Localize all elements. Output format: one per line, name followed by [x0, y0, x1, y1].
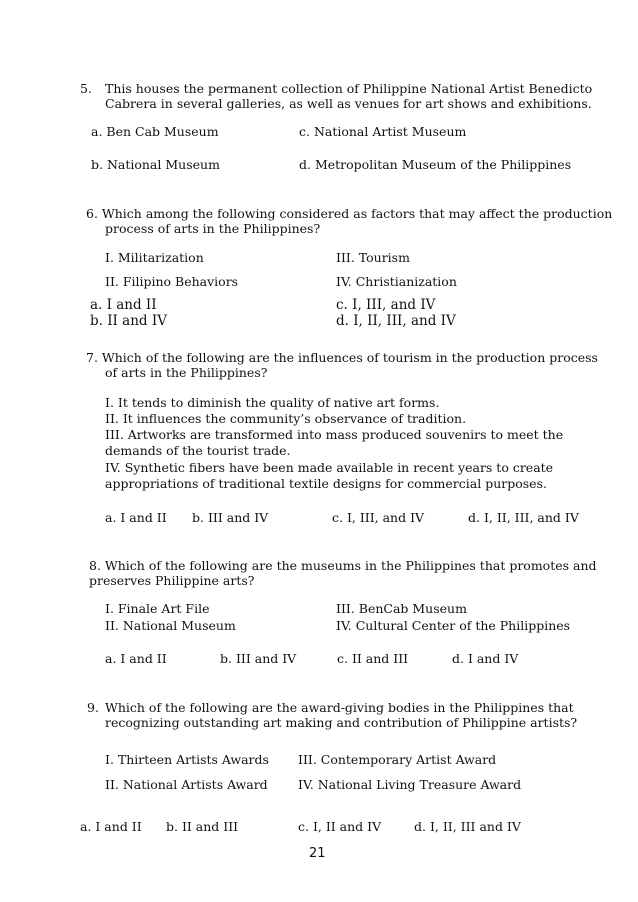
q5-option-d: d. Metropolitan Museum of the Philippines	[299, 157, 572, 172]
q8-item-1: I. Finale Art File	[105, 601, 210, 616]
q7-option-a: a. I and II	[105, 510, 167, 525]
q5-number: 5.	[80, 81, 92, 96]
q7-statement-3b: demands of the tourist trade.	[105, 443, 291, 458]
q6-option-b: b. II and IV	[90, 313, 167, 329]
q6-stem-line2: process of arts in the Philippines?	[105, 221, 321, 236]
q9-number: 9.	[87, 700, 99, 715]
q7-option-c: c. I, III, and IV	[332, 510, 425, 525]
q5-option-c: c. National Artist Museum	[299, 124, 467, 139]
q7-option-b: b. III and IV	[192, 510, 269, 525]
q8-item-3: III. BenCab Museum	[336, 601, 467, 616]
page-number: 21	[309, 846, 326, 861]
q5-option-b: b. National Museum	[91, 157, 220, 172]
q6-item-4: IV. Christianization	[336, 274, 457, 289]
q7-stem-line2: of arts in the Philippines?	[105, 365, 268, 380]
q7-stem-line1: 7. Which of the following are the influences of tourism in the production process	[86, 350, 598, 365]
q6-item-3: III. Tourism	[336, 250, 410, 265]
q7-statement-1: I. It tends to diminish the quality of native art forms.	[105, 395, 440, 410]
q7-statement-4a: IV. Synthetic fibers have been made available in recent years to create	[105, 460, 554, 475]
q5-stem-line1: This houses the permanent collection of Philippine National Artist Benedicto	[105, 81, 593, 96]
q6-option-a: a. I and II	[90, 297, 157, 313]
q9-stem-line2: recognizing outstanding art making and contribution of Philippine artists?	[105, 715, 578, 730]
q8-option-c: c. II and III	[337, 651, 409, 666]
q9-option-a: a. I and II	[80, 819, 142, 834]
q6-item-2: II. Filipino Behaviors	[105, 274, 239, 289]
q7-option-d: d. I, II, III, and IV	[468, 510, 579, 525]
q7-statement-3a: III. Artworks are transformed into mass produced souvenirs to meet the	[105, 427, 564, 442]
q8-item-4: IV. Cultural Center of the Philippines	[336, 618, 571, 633]
q8-stem-line2: preserves Philippine arts?	[89, 573, 255, 588]
q8-stem-line1: 8. Which of the following are the museums in the Philippines that promotes and	[89, 558, 597, 573]
q8-option-b: b. III and IV	[220, 651, 297, 666]
q9-item-4: IV. National Living Treasure Award	[298, 777, 522, 792]
q7-statement-2: II. It influences the community’s observance of tradition.	[105, 411, 467, 426]
q5-option-a: a. Ben Cab Museum	[91, 124, 219, 139]
q6-option-d: d. I, II, III, and IV	[336, 313, 456, 329]
q9-option-d: d. I, II, III and IV	[414, 819, 521, 834]
q9-option-b: b. II and III	[166, 819, 239, 834]
q6-item-1: I. Militarization	[105, 250, 204, 265]
q7-statement-4b: appropriations of traditional textile designs for commercial purposes.	[105, 476, 547, 491]
q8-option-d: d. I and IV	[452, 651, 519, 666]
q8-option-a: a. I and II	[105, 651, 167, 666]
q9-option-c: c. I, II and IV	[298, 819, 382, 834]
q6-option-c: c. I, III, and IV	[336, 297, 436, 313]
q6-stem-line1: 6. Which among the following considered as factors that may affect the production	[86, 206, 613, 221]
q9-item-2: II. National Artists Award	[105, 777, 268, 792]
q5-stem-line2: Cabrera in several galleries, as well as venues for art shows and exhibitions.	[105, 96, 592, 111]
q9-stem-line1: Which of the following are the award-giving bodies in the Philippines that	[105, 700, 574, 715]
q9-item-3: III. Contemporary Artist Award	[298, 752, 497, 767]
q9-item-1: I. Thirteen Artists Awards	[105, 752, 269, 767]
q8-item-2: II. National Museum	[105, 618, 236, 633]
